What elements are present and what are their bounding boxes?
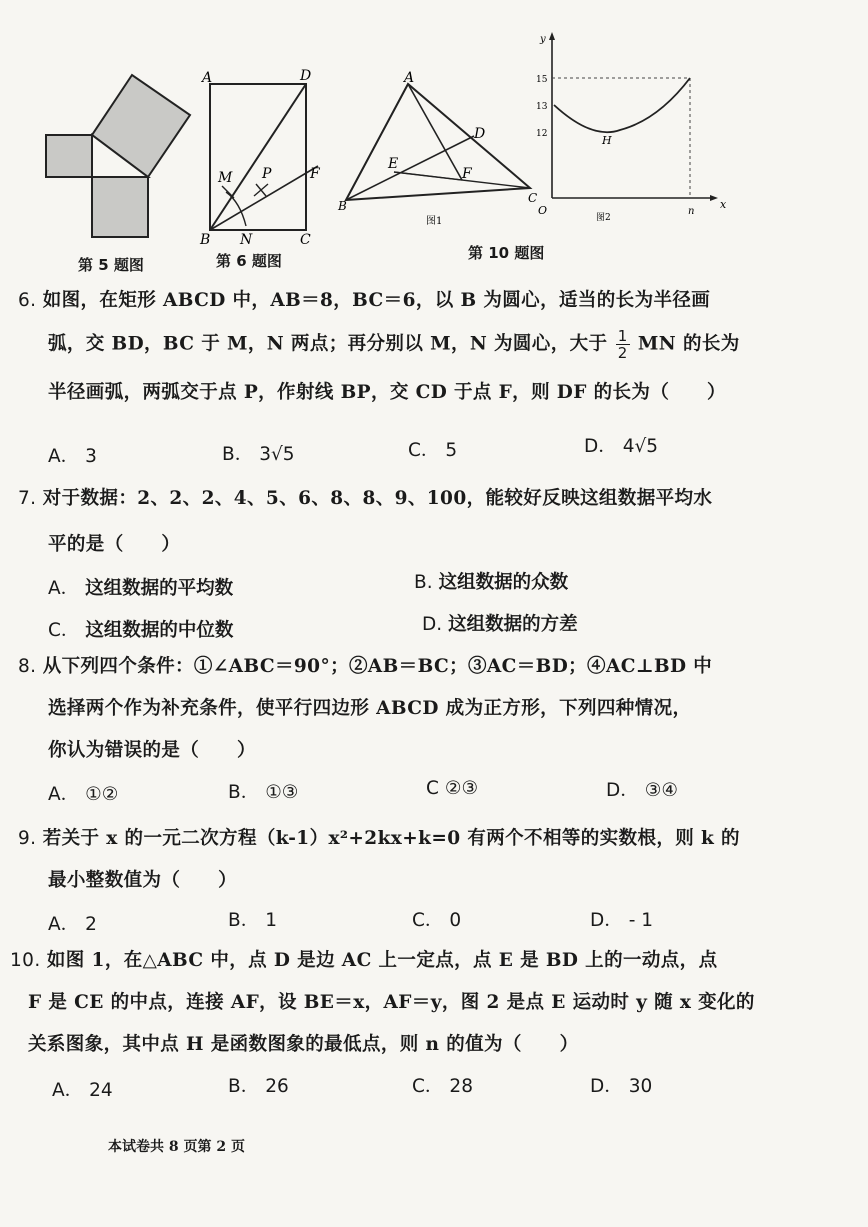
option-b[interactable]: B． ①③	[228, 782, 299, 803]
figure-2-caption: 图2	[596, 213, 611, 223]
label-c: C	[300, 232, 311, 248]
question-8-line-3: 你认为错误的是（ ）	[48, 740, 256, 761]
option-d[interactable]: D． 4√5	[584, 436, 659, 457]
option-b[interactable]: B. 这组数据的众数	[414, 572, 569, 593]
question-9	[18, 818, 858, 938]
label-f: F	[310, 166, 320, 182]
figure-6-caption: 第 6 题图	[216, 252, 282, 270]
label-c: C	[528, 191, 538, 205]
x-end-label: n	[688, 206, 695, 217]
label-b: B	[338, 199, 347, 213]
question-9-line-2: 最小整数值为（ ）	[48, 870, 238, 891]
option-b[interactable]: B． 1	[228, 910, 277, 931]
min-point-label: H	[602, 134, 612, 147]
option-a[interactable]: A． 这组数据的平均数	[48, 578, 234, 599]
triangle-abc-diagram	[334, 70, 544, 230]
question-10-line-2: F 是 CE 的中点，连接 AF，设 BE＝x，AF＝y，图 2 是点 E 运动时 y 随 x 变化的	[28, 992, 755, 1013]
tick-15: 15	[536, 75, 548, 85]
option-d[interactable]: D． 30	[590, 1076, 653, 1097]
label-p: P	[262, 166, 272, 182]
label-a: A	[202, 70, 213, 86]
option-c[interactable]: C． 28	[412, 1076, 473, 1097]
option-a[interactable]: A． 2	[48, 914, 97, 935]
label-m: M	[218, 170, 233, 186]
question-6-line-1: 6. 如图，在矩形 ABCD 中，AB＝8，BC＝6，以 B 为圆心，适当的长为半径画	[18, 290, 711, 311]
fraction-one-half: $\frac{1}{2}$	[617, 327, 628, 362]
label-f: F	[462, 166, 472, 182]
question-7-line-1: 7. 对于数据：2、2、2、4、5、6、8、8、9、100，能较好反映这组数据平均水	[18, 488, 713, 509]
question-7	[18, 478, 858, 648]
tick-13: 13	[536, 102, 548, 112]
figure-1-caption: 图1	[426, 216, 443, 227]
figure-5	[40, 70, 200, 240]
figure-6	[196, 66, 336, 246]
figure-10-1	[334, 70, 544, 230]
question-10-line-1: 10. 如图 1，在△ABC 中，点 D 是边 AC 上一定点，点 E 是 BD 上的一动点，点	[10, 950, 718, 971]
question-8-line-2: 选择两个作为补充条件，使平行四边形 ABCD 成为正方形，下列四种情况，	[48, 698, 692, 719]
page-footer: 本试卷共 8 页第 2 页	[108, 1139, 245, 1155]
question-10	[10, 942, 860, 1112]
option-a[interactable]: A． 24	[52, 1080, 113, 1101]
figure-10-caption: 第 10 题图	[468, 244, 545, 262]
label-b: B	[200, 232, 211, 248]
label-n: N	[240, 232, 253, 248]
label-a: A	[404, 70, 415, 86]
option-c[interactable]: C． 5	[408, 440, 458, 461]
label-d: D	[474, 126, 486, 142]
origin-label: O	[538, 204, 548, 217]
option-b[interactable]: B． 26	[228, 1076, 289, 1097]
label-e: E	[388, 156, 399, 172]
y-axis-label: y	[540, 34, 546, 45]
x-axis-label: x	[720, 198, 727, 211]
figure-10-2	[532, 30, 732, 230]
option-b-value: 3√5	[259, 444, 295, 465]
question-8	[18, 648, 858, 818]
option-c[interactable]: C． 0	[412, 910, 462, 931]
question-6-line-3: 半径画弧，两弧交于点 P，作射线 BP，交 CD 于点 F，则 DF 的长为（ ）	[48, 382, 726, 403]
option-c[interactable]: C． 这组数据的中位数	[48, 620, 234, 641]
question-10-line-3: 关系图象，其中点 H 是函数图象的最低点，则 n 的值为（ ）	[28, 1034, 579, 1055]
question-6	[18, 280, 858, 470]
question-7-line-2: 平的是（ ）	[48, 534, 181, 555]
tick-12: 12	[536, 129, 548, 139]
function-graph	[532, 30, 732, 230]
question-6-line-2: 弧，交 BD，BC 于 M，N 两点；再分别以 M，N 为圆心，大于 $\frac{1}{2}$ MN 的长为	[48, 327, 740, 362]
option-a[interactable]: A． 3	[48, 446, 97, 467]
rectangle-construction-diagram	[196, 66, 336, 246]
pythagoras-squares-diagram	[40, 70, 200, 240]
figure-5-caption: 第 5 题图	[78, 256, 144, 274]
option-d[interactable]: D. 这组数据的方差	[422, 614, 578, 635]
option-d[interactable]: D． - 1	[590, 910, 654, 931]
label-d: D	[300, 68, 312, 84]
option-b[interactable]: B． 3√5	[222, 444, 295, 465]
question-9-line-1: 9. 若关于 x 的一元二次方程（k-1）x²+2kx+k=0 有两个不相等的实数根，则 k 的	[18, 828, 740, 849]
option-d[interactable]: D． ③④	[606, 780, 678, 801]
option-a[interactable]: A． ①②	[48, 784, 119, 805]
option-c[interactable]: C ②③	[426, 778, 479, 799]
question-8-line-1: 8. 从下列四个条件：①∠ABC＝90°；②AB＝BC；③AC＝BD；④AC⊥BD 中	[18, 656, 713, 677]
